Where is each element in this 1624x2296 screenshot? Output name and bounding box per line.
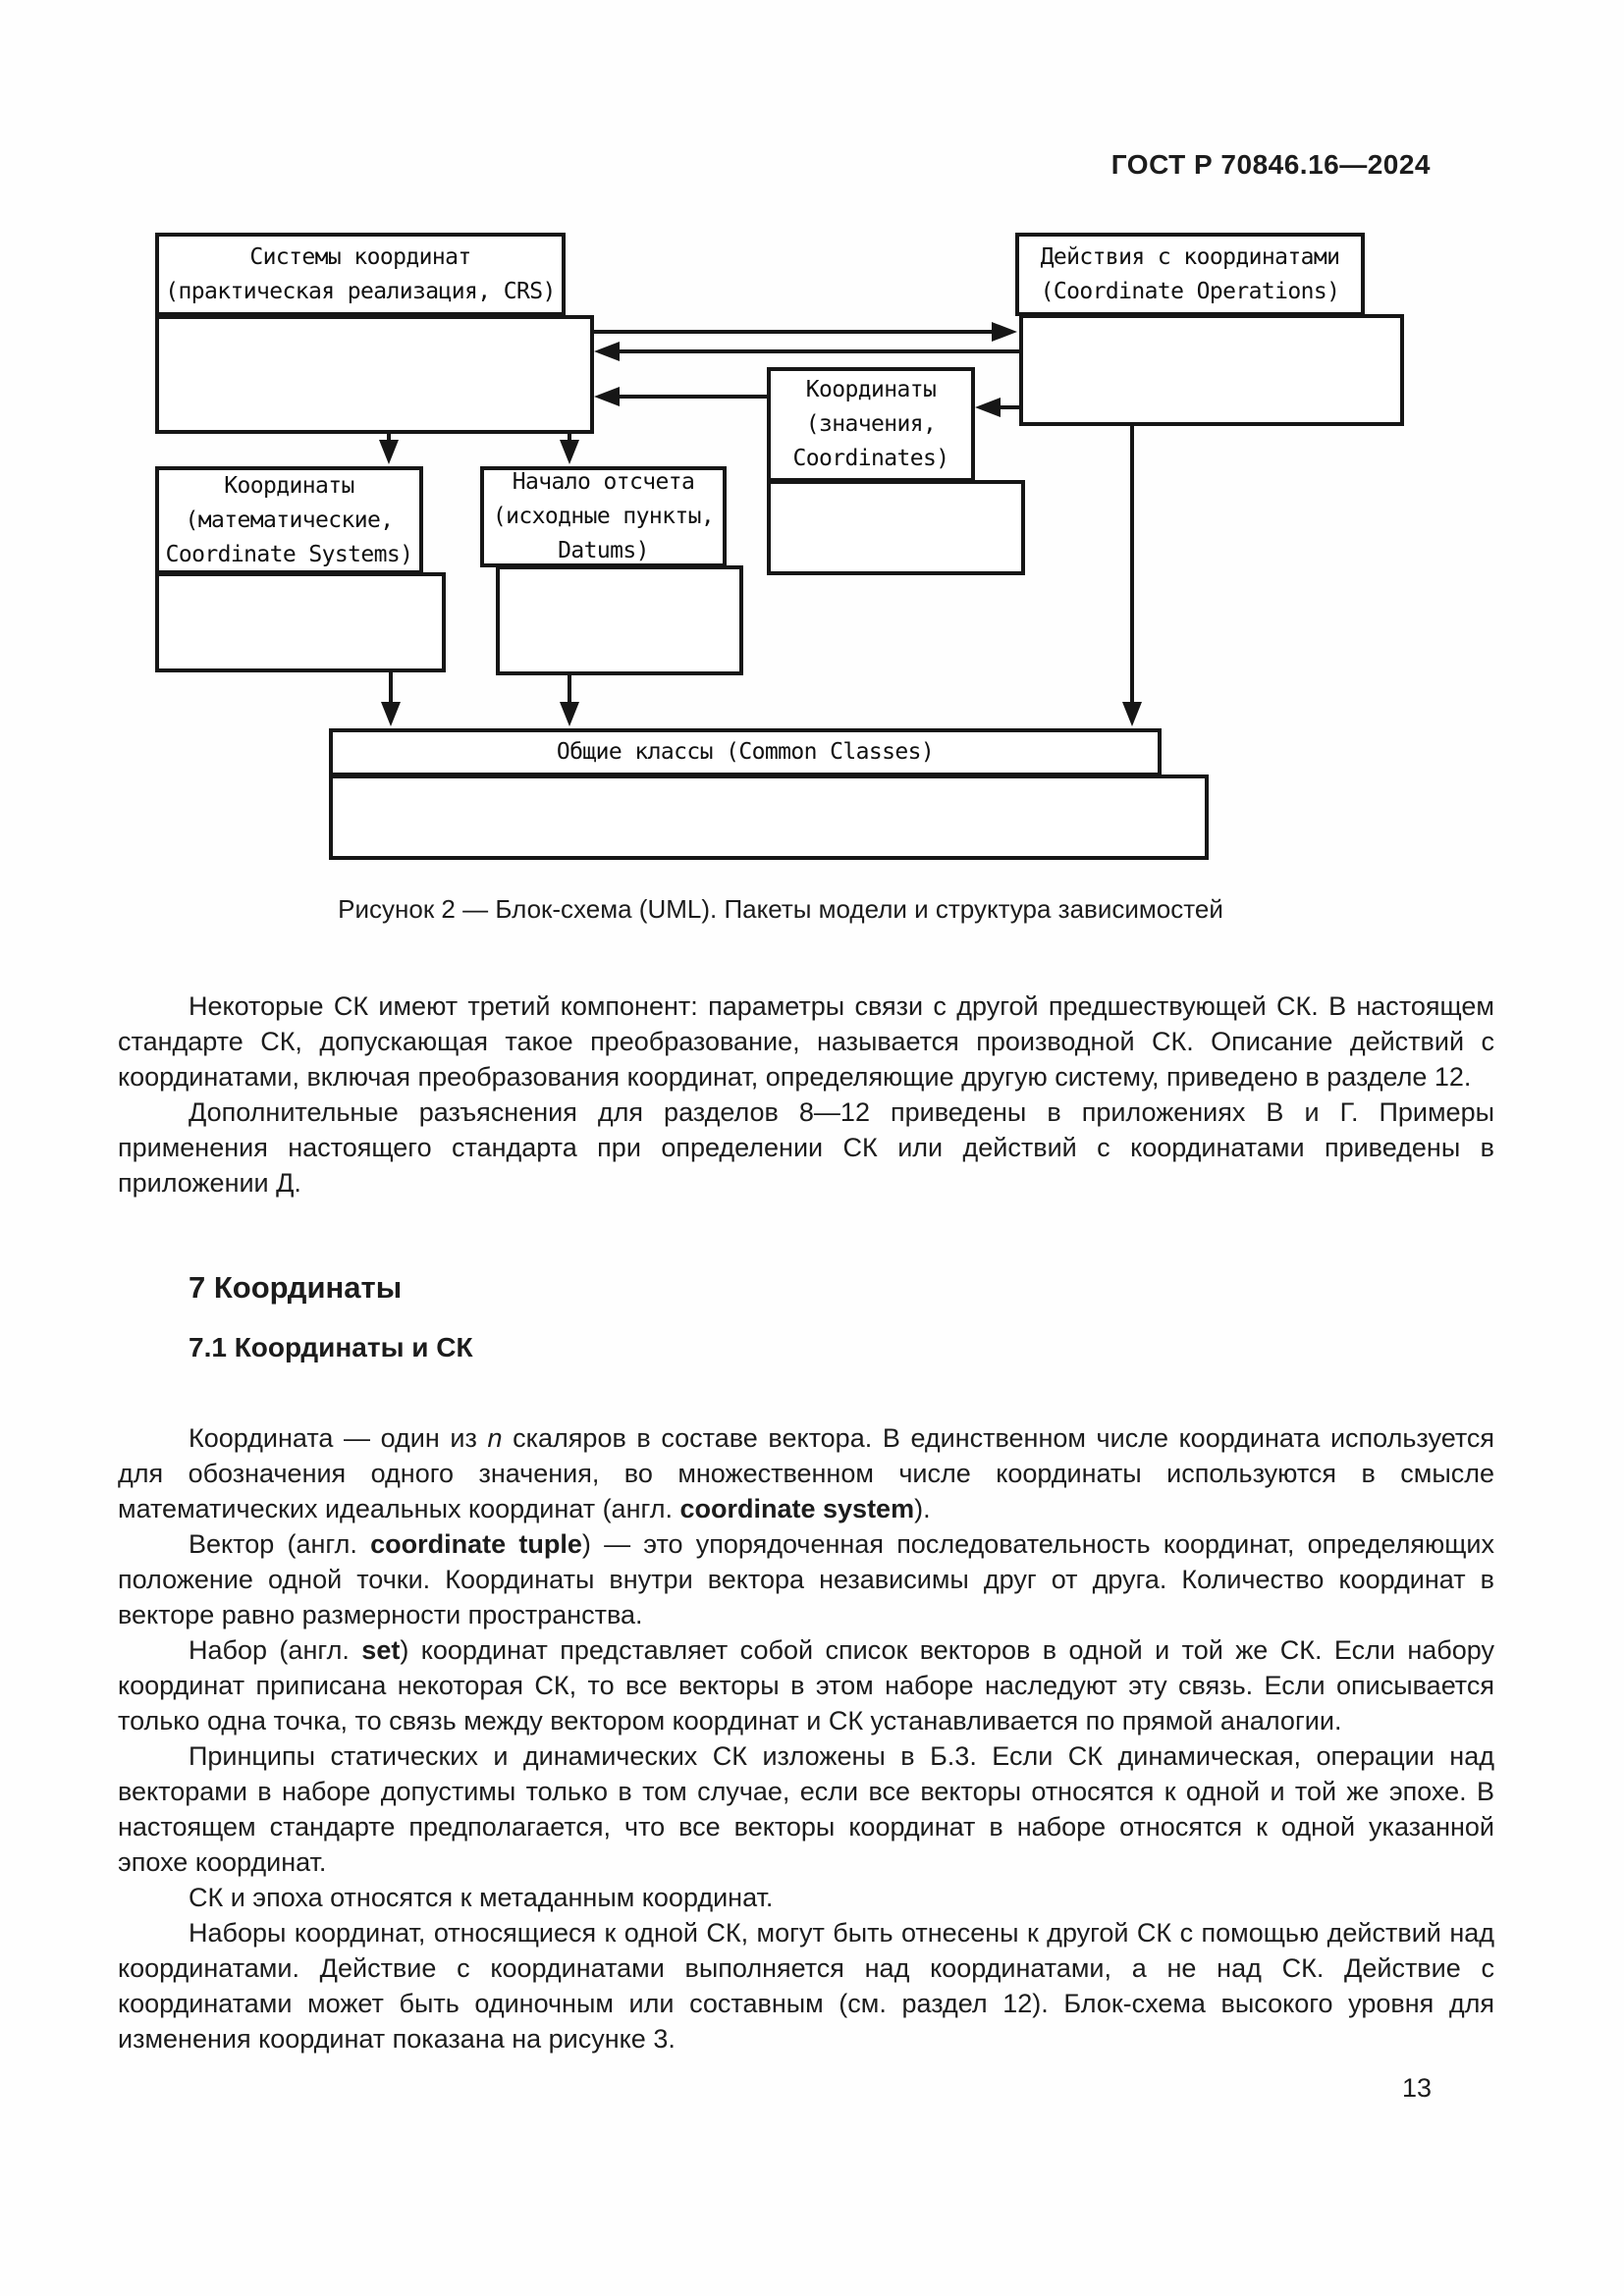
package-coordinates-body bbox=[767, 480, 1025, 575]
paragraph: СК и эпоха относятся к метаданным координат. bbox=[189, 1883, 774, 1912]
arrowhead-left bbox=[594, 342, 620, 361]
package-datums-body bbox=[496, 565, 743, 675]
package-label-line: Системы координат bbox=[249, 243, 471, 270]
package-label-line: (Coordinate Operations) bbox=[1040, 278, 1340, 304]
package-label-line: Начало отсчета bbox=[512, 469, 695, 495]
package-operations-label bbox=[1015, 233, 1365, 316]
package-datums-label bbox=[480, 466, 727, 567]
package-crs-body bbox=[155, 315, 594, 434]
package-label-line: (практическая реализация, CRS) bbox=[165, 278, 556, 304]
arrowhead-down bbox=[1122, 702, 1142, 726]
package-label-line: Общие классы (Common Classes) bbox=[556, 739, 935, 765]
paragraph: Набор (англ. set) координат представляет собой список векторов в одной и той же СК. Если набору координат приписана некоторая СК, то все векторы в этом наборе наследуют эту связь. Если описывается только одна точка, то связь между вектором координат и СК устанавливается по прямой аналогии. bbox=[118, 1635, 1494, 1735]
arrowhead-left bbox=[594, 387, 620, 406]
text-block-intro bbox=[118, 988, 1494, 1201]
figure-caption: Рисунок 2 — Блок-схема (UML). Пакеты модели и структура зависимостей bbox=[338, 894, 1223, 924]
package-label-line: (математические, bbox=[185, 507, 394, 533]
section-heading-7: 7 Координаты bbox=[189, 1270, 403, 1305]
package-operations-body bbox=[1019, 314, 1404, 426]
package-label-line: Datums) bbox=[558, 538, 649, 563]
package-coordinates-label bbox=[767, 367, 975, 482]
package-label-line: (исходные пункты, bbox=[492, 504, 715, 529]
arrowhead-right bbox=[992, 322, 1017, 342]
paragraph: Вектор (англ. coordinate tuple) — это упорядоченная последовательность координат, определяющих положение одной точки. Координаты внутри вектора независимы друг от друга. Количество координат в векторе равно размерности пространства. bbox=[118, 1529, 1495, 1629]
arrowhead-down bbox=[560, 440, 579, 464]
page-number: 13 bbox=[1401, 2073, 1432, 2103]
doc-number: ГОСТ Р 70846.16—2024 bbox=[1110, 149, 1431, 180]
package-label-line: Coordinate Systems) bbox=[165, 541, 413, 567]
paragraph: Координата — один из n скаляров в составе вектора. В единственном числе координата используется для обозначения одного значения, во множественном числе координаты используются в смысле математических идеальных координат (англ. coordinate system). bbox=[118, 1423, 1494, 1523]
package-label-line: Координаты bbox=[805, 377, 937, 402]
arrowhead-down bbox=[560, 702, 579, 726]
package-label-line: Действия с координатами bbox=[1040, 243, 1340, 270]
arrowhead-left bbox=[975, 398, 1001, 417]
package-common-classes-body bbox=[329, 774, 1209, 860]
package-coordinate-systems-label bbox=[155, 466, 423, 574]
package-coordinate-systems-body bbox=[155, 572, 446, 672]
subsection-heading-7-1: 7.1 Координаты и СК bbox=[189, 1332, 473, 1362]
package-label-line: (значения, bbox=[805, 411, 937, 437]
package-common-classes-label bbox=[329, 728, 1162, 776]
arrowhead-down bbox=[379, 440, 399, 464]
package-label-line: Coordinates) bbox=[792, 446, 949, 471]
package-crs-label bbox=[155, 233, 566, 316]
package-label-line: Координаты bbox=[224, 472, 354, 499]
paragraph: Дополнительные разъяснения для разделов 8—12 приведены в приложениях В и Г. Примеры применения настоящего стандарта при определении СК или действий с координатами приведены в приложении Д. bbox=[118, 1097, 1494, 1198]
text-block-section-7 bbox=[118, 1420, 1494, 2056]
arrowhead-down bbox=[381, 702, 401, 726]
paragraph: Некоторые СК имеют третий компонент: параметры связи с другой предшествующей СК. В настоящем стандарте СК, допускающая такое преобразование, называется производной СК. Описание действий с координатами, включая преобразования координат, определяющие другую систему, приведено в разделе 12. bbox=[118, 991, 1494, 1092]
paragraph: Наборы координат, относящиеся к одной СК, могут быть отнесены к другой СК с помощью действий над координатами. Действие с координатами выполняется над координатами, а не над СК. Действие с координатами может быть одиночным или составным (см. раздел 12). Блок-схема высокого уровня для изменения координат показана на рисунке 3. bbox=[118, 1918, 1494, 2054]
paragraph: Принципы статических и динамических СК изложены в Б.3. Если СК динамическая, операции над векторами в наборе допустимы только в том случае, если все векторы относятся к одной и той же эпохе. В настоящем стандарте предполагается, что все векторы координат в наборе относятся к одной указанной эпохе координат. bbox=[118, 1741, 1494, 1877]
